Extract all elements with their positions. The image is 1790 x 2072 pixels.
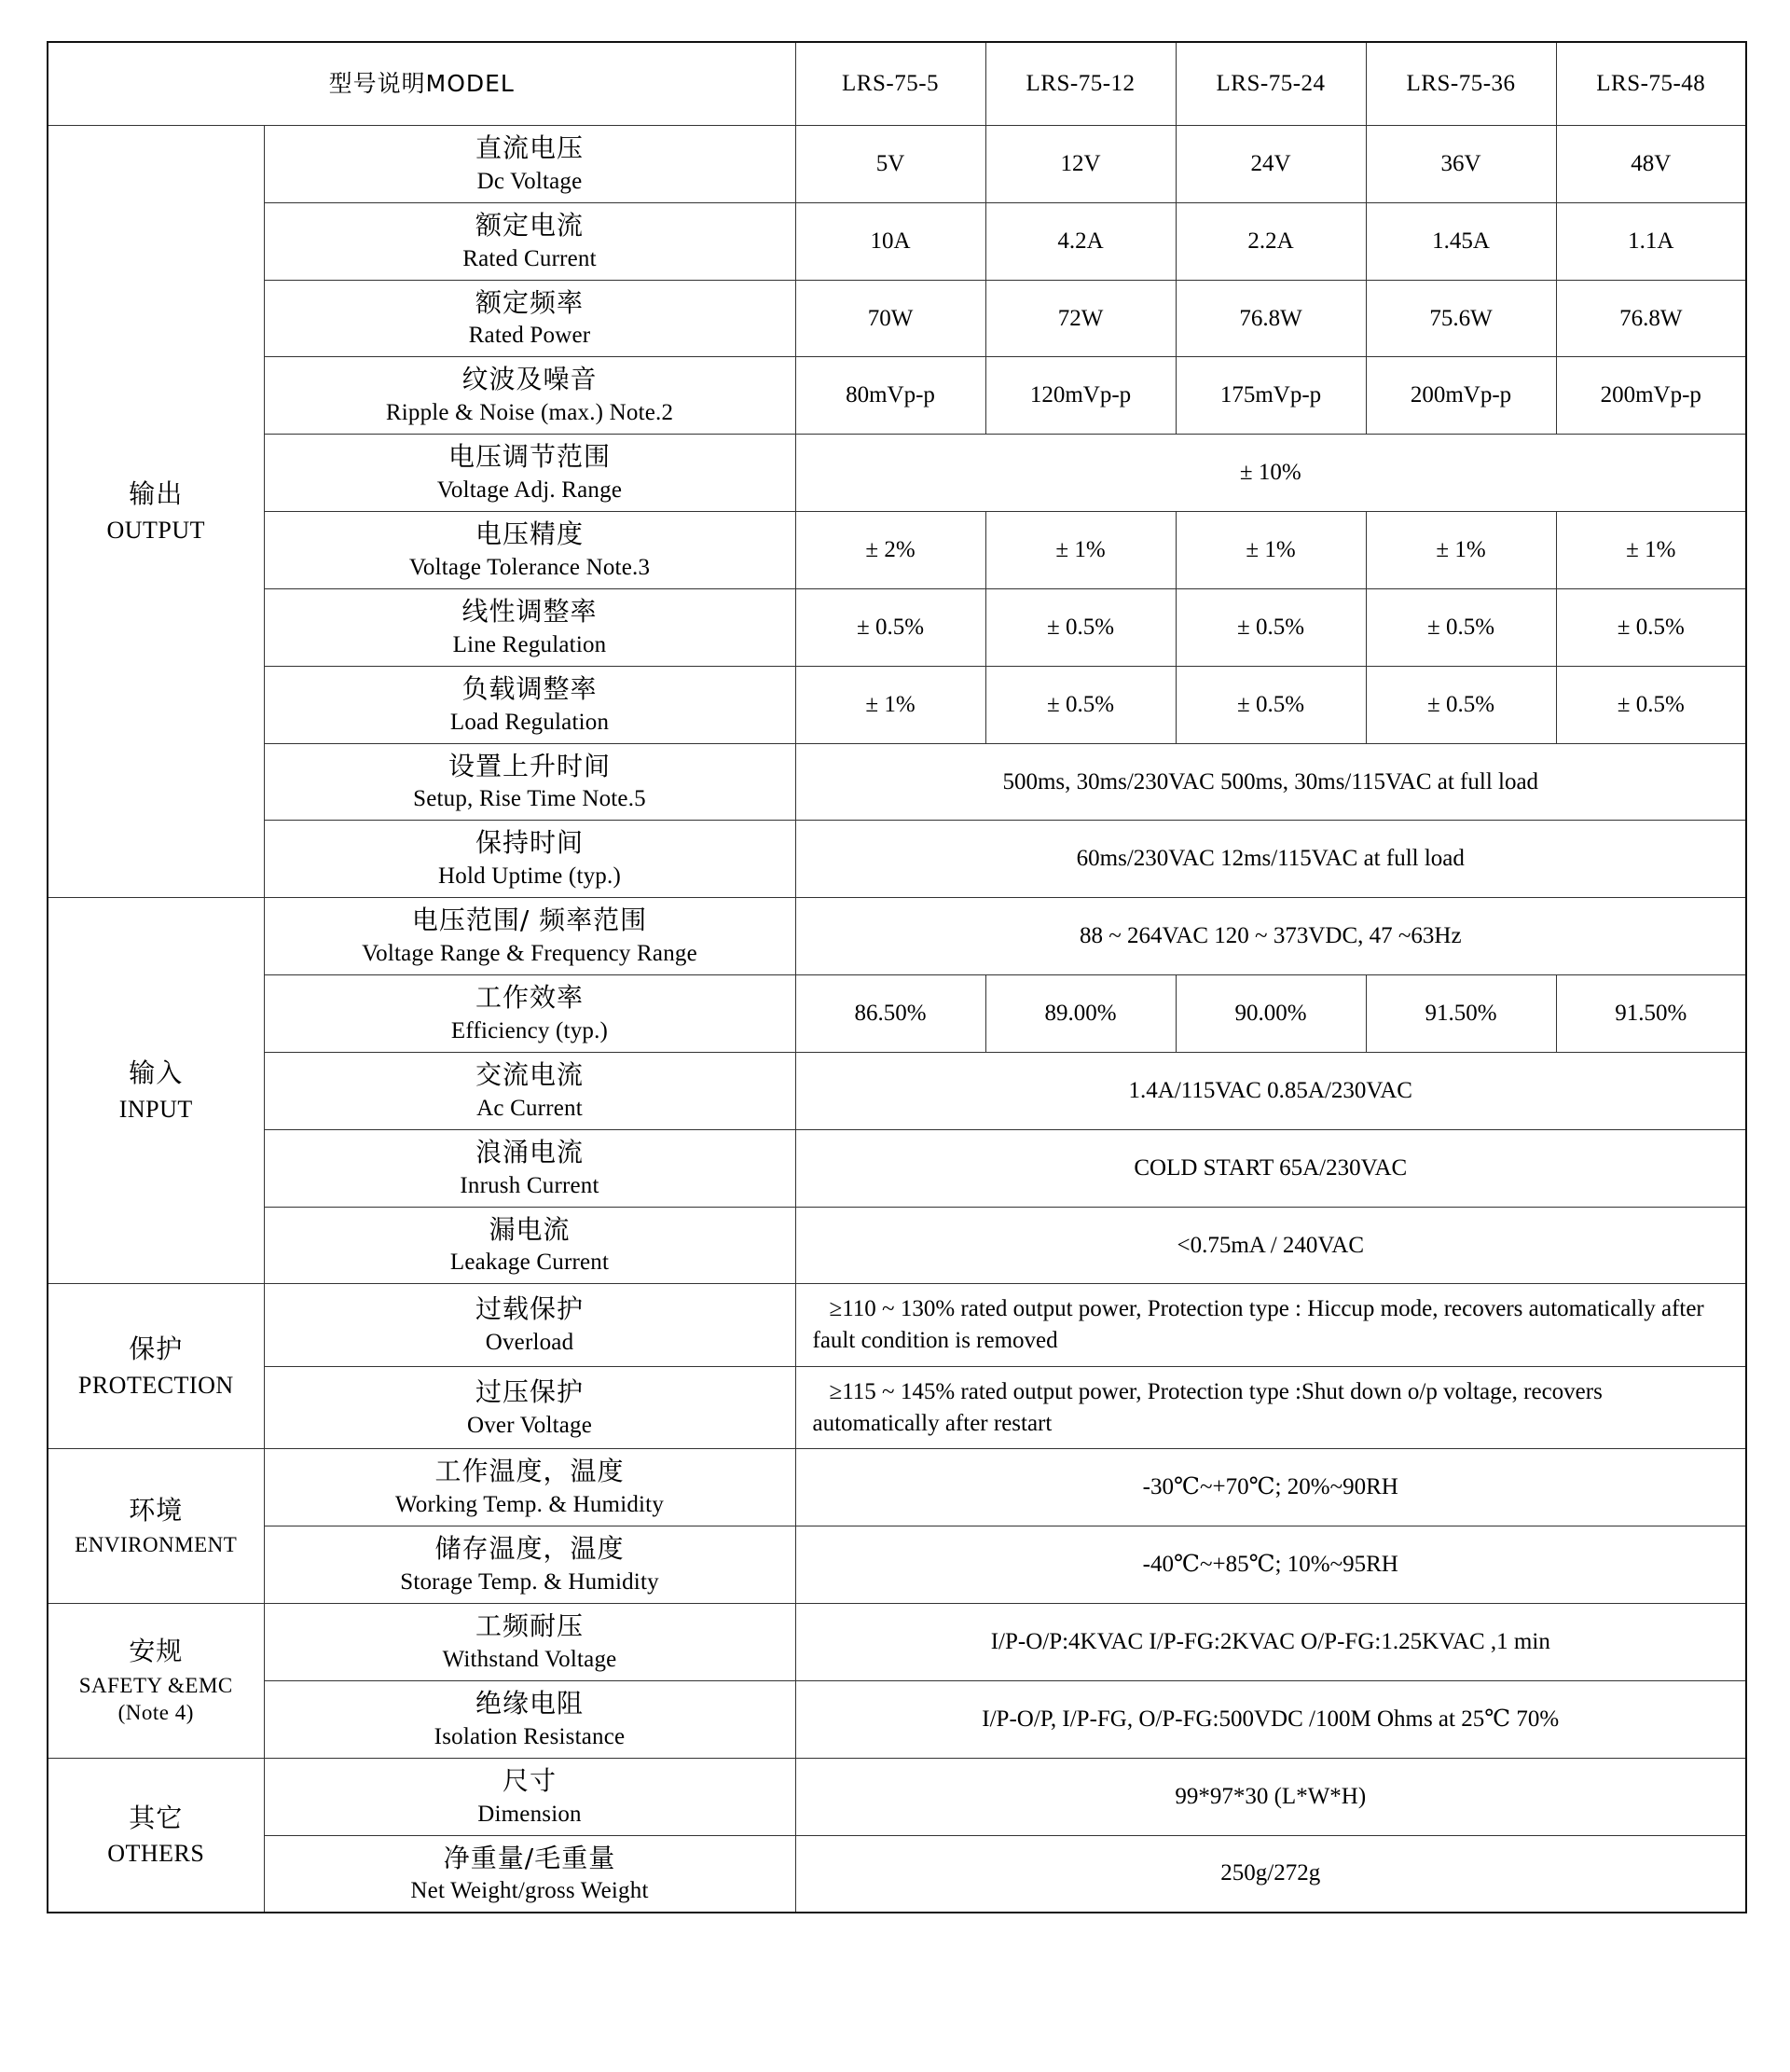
row-label-en: Rated Current: [462, 245, 597, 271]
cell-value: ± 0.5%: [985, 588, 1176, 666]
table-row: [48, 666, 1746, 743]
cell-value-span: 1.4A/115VAC 0.85A/230VAC: [795, 1052, 1746, 1129]
table-row: [48, 512, 1746, 589]
row-label-cn: 纹波及噪音: [461, 364, 598, 395]
cell-value: ± 0.5%: [1556, 588, 1746, 666]
group-others-cn: 其它: [129, 1802, 184, 1833]
cell-value: 72W: [985, 280, 1176, 357]
row-label-cn: 漏电流: [489, 1213, 571, 1245]
cell-value: ± 0.5%: [1366, 588, 1556, 666]
row-label-ac-current: [264, 1052, 795, 1129]
cell-value: 70W: [795, 280, 985, 357]
row-label-setup-rise: [264, 743, 795, 821]
row-label-en: Voltage Tolerance Note.3: [408, 554, 651, 580]
row-label-cn: 过压保护: [475, 1375, 585, 1407]
cell-value: 89.00%: [985, 975, 1176, 1053]
cell-value: 10A: [795, 202, 985, 280]
row-label-cn: 额定频率: [475, 286, 585, 318]
cell-value: 90.00%: [1176, 975, 1366, 1053]
row-label-cn: 尺寸: [503, 1764, 558, 1796]
header-model-5: LRS-75-48: [1556, 42, 1746, 126]
table-row: [48, 588, 1746, 666]
row-label-voltage-range: [264, 898, 795, 975]
row-label-en: Working Temp. & Humidity: [394, 1492, 665, 1518]
group-others: [48, 1758, 264, 1913]
group-safety-note: (Note 4): [117, 1701, 194, 1725]
row-label-isolation-resistance: [264, 1680, 795, 1758]
row-label-working-temp: [264, 1449, 795, 1526]
row-label-hold-uptime: [264, 821, 795, 898]
cell-value: 12V: [985, 126, 1176, 203]
row-label-en: Efficiency (typ.): [450, 1017, 609, 1043]
row-label-cn: 线性调整率: [461, 595, 598, 627]
row-label-cn: 电压范围/ 频率范围: [411, 905, 648, 936]
row-label-cn: 过载保护: [475, 1293, 585, 1325]
row-label-en: Leakage Current: [449, 1250, 610, 1276]
row-label-cn: 净重量/毛重量: [443, 1842, 616, 1873]
row-label-cn: 浪涌电流: [475, 1136, 585, 1167]
cell-value-span: I/P-O/P:4KVAC I/P-FG:2KVAC O/P-FG:1.25KVAC ,1 min: [795, 1604, 1746, 1681]
header-model-1: LRS-75-5: [795, 42, 985, 126]
row-label-en: Line Regulation: [452, 631, 607, 657]
table-row: [48, 743, 1746, 821]
cell-value: 86.50%: [795, 975, 985, 1053]
cell-value-span: -40℃~+85℃; 10%~95RH: [795, 1526, 1746, 1604]
row-label-voltage-adj: [264, 435, 795, 512]
row-label-line-regulation: [264, 588, 795, 666]
table-row: [48, 280, 1746, 357]
cell-value-span: 60ms/230VAC 12ms/115VAC at full load: [795, 821, 1746, 898]
cell-value: ± 1%: [985, 512, 1176, 589]
row-label-efficiency: [264, 975, 795, 1053]
row-label-en: Voltage Adj. Range: [436, 477, 623, 504]
table-row: [48, 1207, 1746, 1284]
group-protection-cn: 保护: [129, 1333, 184, 1364]
row-label-cn: 工频耐压: [475, 1610, 585, 1642]
row-label-weight: [264, 1835, 795, 1913]
row-label-load-regulation: [264, 666, 795, 743]
row-label-en: Over Voltage: [466, 1412, 593, 1438]
header-model-2: LRS-75-12: [985, 42, 1176, 126]
group-output-en: OUTPUT: [106, 516, 206, 544]
table-row: [48, 202, 1746, 280]
cell-value: 48V: [1556, 126, 1746, 203]
cell-value: 4.2A: [985, 202, 1176, 280]
row-label-over-voltage: [264, 1366, 795, 1449]
row-label-ripple-noise: [264, 357, 795, 435]
row-label-dc-voltage: [264, 126, 795, 203]
table-row: [48, 1129, 1746, 1207]
row-label-withstand-voltage: [264, 1604, 795, 1681]
row-label-en: Load Regulation: [449, 709, 610, 735]
row-label-cn: 绝缘电阻: [475, 1687, 585, 1719]
group-protection: [48, 1284, 264, 1449]
row-label-en: Storage Temp. & Humidity: [400, 1569, 659, 1595]
cell-value-span: ≥115 ~ 145% rated output power, Protection type :Shut down o/p voltage, recovers automatically after restart: [795, 1366, 1746, 1449]
cell-value: 91.50%: [1366, 975, 1556, 1053]
row-label-en: Net Weight/gross Weight: [410, 1878, 649, 1904]
row-label-cn: 直流电压: [475, 132, 585, 163]
row-label-en: Overload: [485, 1330, 574, 1356]
row-label-cn: 额定电流: [475, 209, 585, 241]
group-input-cn: 输入: [129, 1057, 184, 1089]
row-label-cn: 电压精度: [475, 518, 585, 550]
cell-value: ± 0.5%: [1556, 666, 1746, 743]
table-row: [48, 1449, 1746, 1526]
row-label-cn: 设置上升时间: [448, 750, 612, 781]
group-safety-cn: 安规: [129, 1636, 184, 1667]
cell-value: 120mVp-p: [985, 357, 1176, 435]
row-label-cn: 工作效率: [475, 982, 585, 1014]
row-label-en: Ripple & Noise (max.) Note.2: [385, 400, 674, 426]
row-label-inrush-current: [264, 1129, 795, 1207]
group-output-cn: 输出: [129, 478, 184, 510]
table-row: [48, 1835, 1746, 1913]
cell-value: 200mVp-p: [1366, 357, 1556, 435]
table-row: [48, 975, 1746, 1053]
row-label-en: Dimension: [477, 1801, 582, 1827]
group-environment-cn: 环境: [129, 1495, 184, 1526]
table-row: [48, 1366, 1746, 1449]
cell-value: ± 2%: [795, 512, 985, 589]
row-label-cn: 储存温度，温度: [434, 1533, 625, 1565]
row-label-en: Inrush Current: [460, 1172, 599, 1198]
specification-table: [47, 41, 1747, 1913]
row-label-voltage-tolerance: [264, 512, 795, 589]
cell-value-span: 250g/272g: [795, 1835, 1746, 1913]
cell-value-span: 99*97*30 (L*W*H): [795, 1758, 1746, 1835]
row-label-rated-power: [264, 280, 795, 357]
cell-value-span: 88 ~ 264VAC 120 ~ 373VDC, 47 ~63Hz: [795, 898, 1746, 975]
cell-value: 175mVp-p: [1176, 357, 1366, 435]
table-header-row: [48, 42, 1746, 126]
cell-value: 91.50%: [1556, 975, 1746, 1053]
cell-value: 80mVp-p: [795, 357, 985, 435]
cell-value: 5V: [795, 126, 985, 203]
cell-value-span: 500ms, 30ms/230VAC 500ms, 30ms/115VAC at full load: [795, 743, 1746, 821]
row-label-cn: 交流电流: [475, 1058, 585, 1090]
row-label-leakage-current: [264, 1207, 795, 1284]
group-safety-en: SAFETY &EMC: [78, 1673, 233, 1697]
row-label-cn: 电压调节范围: [448, 441, 612, 473]
row-label-en: Setup, Rise Time Note.5: [413, 786, 646, 812]
group-output: [48, 126, 264, 898]
cell-value: ± 0.5%: [1366, 666, 1556, 743]
header-model-label: 型号说明MODEL: [48, 42, 795, 126]
cell-value: ± 1%: [1176, 512, 1366, 589]
row-label-en: Rated Power: [468, 323, 591, 349]
cell-value-span: I/P-O/P, I/P-FG, O/P-FG:500VDC /100M Ohms at 25℃ 70%: [795, 1680, 1746, 1758]
row-label-en: Dc Voltage: [476, 168, 583, 194]
table-row: [48, 1680, 1746, 1758]
table-row: [48, 898, 1746, 975]
table-row: [48, 1526, 1746, 1604]
row-label-cn: 保持时间: [475, 827, 585, 859]
group-others-en: OTHERS: [107, 1840, 205, 1868]
group-environment-en: ENVIRONMENT: [75, 1532, 238, 1556]
header-model-3: LRS-75-24: [1176, 42, 1366, 126]
group-safety: [48, 1604, 264, 1759]
cell-value-span: ≥110 ~ 130% rated output power, Protection type : Hiccup mode, recovers automatically after fault condition is removed: [795, 1284, 1746, 1367]
row-label-storage-temp: [264, 1526, 795, 1604]
cell-value: 76.8W: [1176, 280, 1366, 357]
row-label-en: Withstand Voltage: [442, 1646, 617, 1672]
cell-value: ± 1%: [795, 666, 985, 743]
table-row: [48, 1758, 1746, 1835]
table-row: [48, 1284, 1746, 1367]
group-protection-en: PROTECTION: [77, 1371, 234, 1399]
table-row: [48, 126, 1746, 203]
cell-value: 1.45A: [1366, 202, 1556, 280]
group-input-en: INPUT: [118, 1096, 193, 1124]
row-label-en: Voltage Range & Frequency Range: [362, 941, 697, 967]
cell-value: ± 1%: [1556, 512, 1746, 589]
cell-value: 2.2A: [1176, 202, 1366, 280]
cell-value-span: -30℃~+70℃; 20%~90RH: [795, 1449, 1746, 1526]
cell-value: 24V: [1176, 126, 1366, 203]
cell-value: 200mVp-p: [1556, 357, 1746, 435]
table-row: [48, 1604, 1746, 1681]
table-row: [48, 435, 1746, 512]
group-environment: [48, 1449, 264, 1604]
cell-value-span: COLD START 65A/230VAC: [795, 1129, 1746, 1207]
row-label-en: Ac Current: [476, 1095, 583, 1121]
row-label-cn: 工作温度，温度: [434, 1456, 625, 1487]
row-label-en: Isolation Resistance: [434, 1723, 626, 1749]
cell-value: 36V: [1366, 126, 1556, 203]
cell-value-span: <0.75mA / 240VAC: [795, 1207, 1746, 1284]
cell-value: 75.6W: [1366, 280, 1556, 357]
row-label-overload: [264, 1284, 795, 1367]
row-label-cn: 负载调整率: [461, 672, 598, 704]
row-label-en: Hold Uptime (typ.): [438, 863, 621, 890]
table-row: [48, 1052, 1746, 1129]
cell-value: 76.8W: [1556, 280, 1746, 357]
cell-value: ± 0.5%: [985, 666, 1176, 743]
row-label-dimension: [264, 1758, 795, 1835]
cell-value: ± 0.5%: [795, 588, 985, 666]
cell-value: ± 1%: [1366, 512, 1556, 589]
table-row: [48, 357, 1746, 435]
table-row: [48, 821, 1746, 898]
cell-value: ± 0.5%: [1176, 666, 1366, 743]
group-input: [48, 898, 264, 1284]
cell-value: ± 0.5%: [1176, 588, 1366, 666]
cell-value: 1.1A: [1556, 202, 1746, 280]
header-model-4: LRS-75-36: [1366, 42, 1556, 126]
row-label-rated-current: [264, 202, 795, 280]
cell-value-span: ± 10%: [795, 435, 1746, 512]
